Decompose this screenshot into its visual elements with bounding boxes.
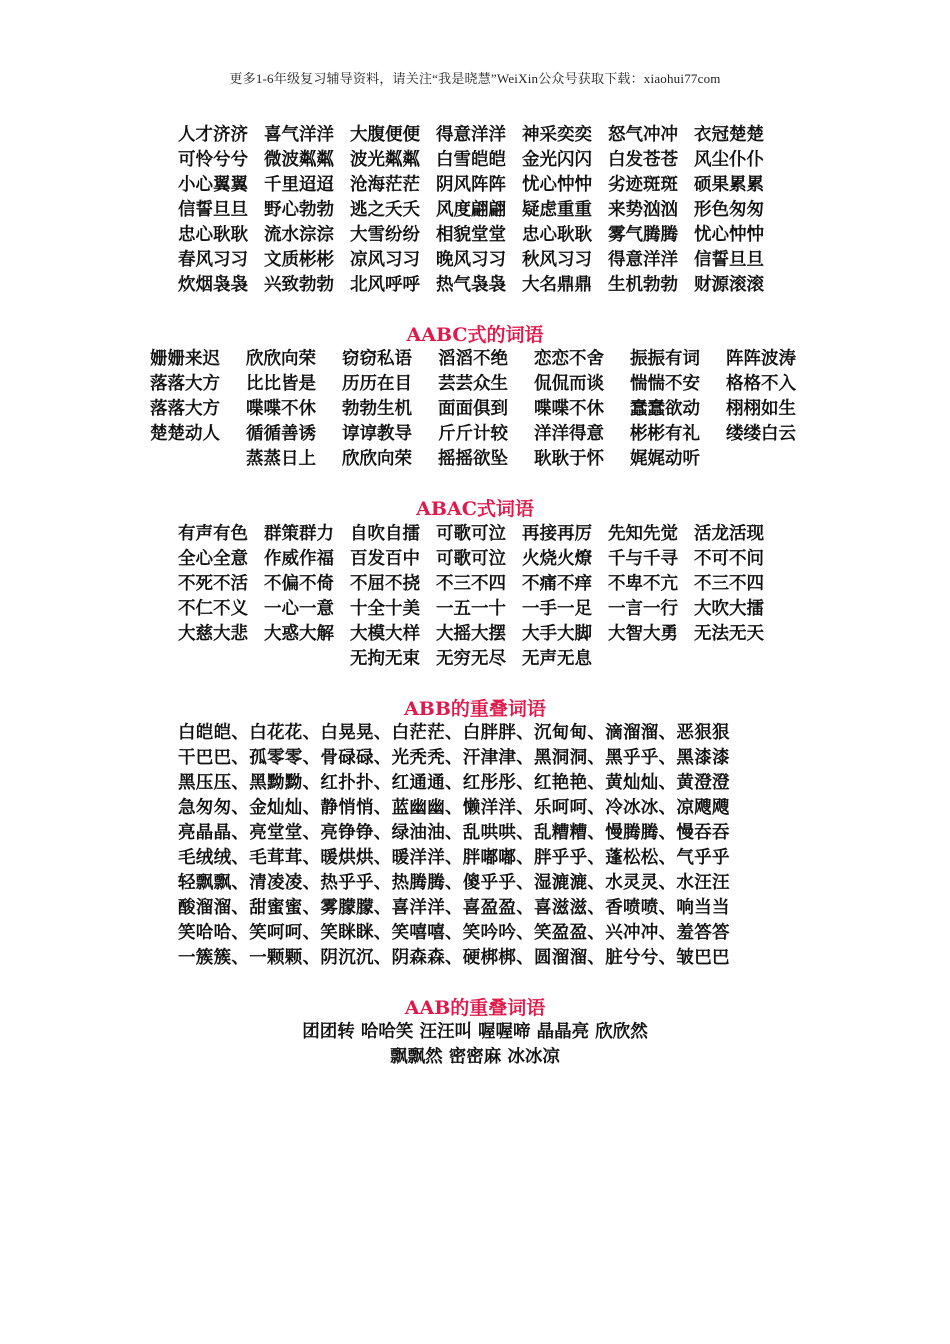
word-cell: 自吹自擂 [350, 524, 420, 544]
word-cell: 大腹便便 [350, 125, 420, 145]
word-line: 干巴巴、孤零零、骨碌碌、光秃秃、汗津津、黑洞洞、黑乎乎、黑漆漆 [178, 748, 730, 768]
word-cell: 大手大脚 [522, 624, 592, 644]
word-cell: 勃勃生机 [342, 399, 412, 419]
word-cell: 大智大勇 [608, 624, 678, 644]
word-row [0, 273, 950, 298]
word-cell: 千里迢迢 [264, 175, 334, 195]
word-cell: 不仁不义 [178, 599, 248, 619]
word-cell: 芸芸众生 [438, 374, 508, 394]
word-cell: 金光闪闪 [522, 150, 592, 170]
aabc-word-block [0, 347, 950, 472]
word-cell: 雾气腾腾 [608, 225, 678, 245]
word-cell: 不卑不亢 [608, 574, 678, 594]
word-row [0, 547, 950, 572]
word-cell: 十全十美 [350, 599, 420, 619]
word-cell: 循循善诱 [246, 424, 316, 444]
word-cell: 作威作福 [264, 549, 334, 569]
word-cell: 蠢蠢欲动 [630, 399, 700, 419]
word-cell: 一手一足 [522, 599, 592, 619]
word-cell: 一五一十 [436, 599, 506, 619]
word-cell: 历历在目 [342, 374, 412, 394]
word-cell: 白雪皑皑 [436, 150, 506, 170]
word-cell: 野心勃勃 [264, 200, 334, 220]
word-cell: 群策群力 [264, 524, 334, 544]
word-cell: 缕缕白云 [726, 424, 796, 444]
word-row [0, 148, 950, 173]
word-cell: 不屈不挠 [350, 574, 420, 594]
word-cell: 形色匆匆 [694, 200, 764, 220]
word-cell: 硕果累累 [694, 175, 764, 195]
word-line: 黑压压、黑黝黝、红扑扑、红通通、红彤彤、红艳艳、黄灿灿、黄澄澄 [178, 773, 730, 793]
word-row [0, 198, 950, 223]
word-cell: 秋风习习 [522, 250, 592, 270]
word-cell: 忠心耿耿 [522, 225, 592, 245]
word-cell: 得意洋洋 [436, 125, 506, 145]
page-header: 更多1-6年级复习辅导资料，请关注“我是晓慧”WeiXin公众号获取下载：xiaohui77com [229, 71, 721, 86]
word-cell: 无拘无束 [350, 649, 420, 669]
word-cell: 财源滚滚 [694, 275, 764, 295]
word-cell: 不痛不痒 [522, 574, 592, 594]
word-cell: 落落大方 [150, 399, 220, 419]
word-cell: 彬彬有礼 [630, 424, 700, 444]
word-row [0, 622, 950, 647]
word-cell: 喋喋不休 [534, 399, 604, 419]
word-cell: 风度翩翩 [436, 200, 506, 220]
section-title-aabc: AABC式的词语 [406, 324, 544, 346]
word-cell: 大模大样 [350, 624, 420, 644]
aab-word-block [0, 1020, 950, 1070]
word-cell: 不可不问 [694, 549, 764, 569]
word-cell: 信誓旦旦 [178, 200, 248, 220]
word-cell: 大慈大悲 [178, 624, 248, 644]
word-cell: 娓娓动听 [630, 449, 700, 469]
word-cell: 阵阵波涛 [726, 349, 796, 369]
word-cell: 微波粼粼 [264, 150, 334, 170]
word-cell: 怒气冲冲 [608, 125, 678, 145]
word-cell: 一心一意 [264, 599, 334, 619]
word-cell: 振振有词 [630, 349, 700, 369]
word-cell: 一言一行 [608, 599, 678, 619]
word-cell: 劣迹斑斑 [608, 175, 678, 195]
word-cell: 白发苍苍 [608, 150, 678, 170]
word-line: 白皑皑、白花花、白晃晃、白茫茫、白胖胖、沉甸甸、滴溜溜、恶狠狠 [178, 723, 730, 743]
word-cell: 有声有色 [178, 524, 248, 544]
word-cell: 生机勃勃 [608, 275, 678, 295]
word-cell: 热气袅袅 [436, 275, 506, 295]
word-cell: 流水淙淙 [264, 225, 334, 245]
word-cell: 衣冠楚楚 [694, 125, 764, 145]
word-row [0, 597, 950, 622]
abb-word-block [0, 721, 950, 971]
word-cell: 不三不四 [436, 574, 506, 594]
word-cell: 落落大方 [150, 374, 220, 394]
word-cell: 面面俱到 [438, 399, 508, 419]
word-line: 轻飘飘、清凌凌、热乎乎、热腾腾、傻乎乎、湿漉漉、水灵灵、水汪汪 [178, 873, 730, 893]
word-cell: 无声无息 [522, 649, 592, 669]
word-cell: 逃之夭夭 [350, 200, 420, 220]
word-cell: 活龙活现 [694, 524, 764, 544]
word-cell: 春风习习 [178, 250, 248, 270]
word-cell: 可怜兮兮 [178, 150, 248, 170]
word-row [0, 173, 950, 198]
word-cell: 小心翼翼 [178, 175, 248, 195]
word-row [0, 397, 950, 422]
word-cell: 忠心耿耿 [178, 225, 248, 245]
word-cell: 神采奕奕 [522, 125, 592, 145]
word-row [0, 572, 950, 597]
word-cell: 欣欣向荣 [342, 449, 412, 469]
word-cell: 文质彬彬 [264, 250, 334, 270]
word-row [0, 223, 950, 248]
word-cell: 人才济济 [178, 125, 248, 145]
word-cell: 喋喋不休 [246, 399, 316, 419]
word-cell: 疑虑重重 [522, 200, 592, 220]
word-cell: 比比皆是 [246, 374, 316, 394]
word-cell: 千与千寻 [608, 549, 678, 569]
word-cell: 无穷无尽 [436, 649, 506, 669]
word-line: 笑哈哈、笑呵呵、笑眯眯、笑嘻嘻、笑吟吟、笑盈盈、兴冲冲、羞答答 [178, 923, 730, 943]
word-cell: 忧心忡忡 [694, 225, 764, 245]
word-line: 团团转 哈哈笑 汪汪叫 喔喔啼 晶晶亮 欣欣然 [302, 1022, 648, 1042]
word-cell: 可歌可泣 [436, 524, 506, 544]
word-line: 急匆匆、金灿灿、静悄悄、蓝幽幽、懒洋洋、乐呵呵、冷冰冰、凉飕飕 [178, 798, 730, 818]
word-cell: 沧海茫茫 [350, 175, 420, 195]
word-line: 飘飘然 密密麻 冰冰凉 [390, 1047, 560, 1067]
word-cell: 凉风习习 [350, 250, 420, 270]
word-cell: 洋洋得意 [534, 424, 604, 444]
word-cell: 风尘仆仆 [694, 150, 764, 170]
word-cell: 不三不四 [694, 574, 764, 594]
word-line: 一簇簇、一颗颗、阴沉沉、阴森森、硬梆梆、圆溜溜、脏兮兮、皱巴巴 [178, 948, 730, 968]
word-cell: 耿耿于怀 [534, 449, 604, 469]
word-cell: 大雪纷纷 [350, 225, 420, 245]
word-cell: 惴惴不安 [630, 374, 700, 394]
word-cell: 波光粼粼 [350, 150, 420, 170]
word-cell: 侃侃而谈 [534, 374, 604, 394]
word-row [0, 123, 950, 148]
word-cell: 大惑大解 [264, 624, 334, 644]
word-cell: 不偏不倚 [264, 574, 334, 594]
word-cell: 格格不入 [726, 374, 796, 394]
word-row [0, 647, 950, 672]
word-cell: 可歌可泣 [436, 549, 506, 569]
word-line: 亮晶晶、亮堂堂、亮铮铮、绿油油、乱哄哄、乱糟糟、慢腾腾、慢吞吞 [178, 823, 730, 843]
word-cell: 摇摇欲坠 [438, 449, 508, 469]
word-cell: 北风呼呼 [350, 275, 420, 295]
word-cell: 谆谆教导 [342, 424, 412, 444]
abcc-word-block [0, 123, 950, 298]
word-cell: 兴致勃勃 [264, 275, 334, 295]
word-cell: 窃窃私语 [342, 349, 412, 369]
word-line: 酸溜溜、甜蜜蜜、雾朦朦、喜洋洋、喜盈盈、喜滋滋、香喷喷、响当当 [178, 898, 730, 918]
section-title-aab: AAB的重叠词语 [404, 997, 546, 1019]
word-cell: 先知先觉 [608, 524, 678, 544]
word-cell: 大摇大摆 [436, 624, 506, 644]
word-cell: 无法无天 [694, 624, 764, 644]
word-cell: 火烧火燎 [522, 549, 592, 569]
section-title-abac: ABAC式词语 [416, 498, 534, 520]
word-row [0, 447, 950, 472]
word-cell: 再接再厉 [522, 524, 592, 544]
word-cell: 栩栩如生 [726, 399, 796, 419]
word-cell: 恋恋不舍 [534, 349, 604, 369]
word-cell: 滔滔不绝 [438, 349, 508, 369]
word-cell: 大吹大擂 [694, 599, 764, 619]
word-cell: 来势汹汹 [608, 200, 678, 220]
word-cell: 喜气洋洋 [264, 125, 334, 145]
word-row [0, 522, 950, 547]
word-cell: 忧心忡忡 [522, 175, 592, 195]
word-line: 毛绒绒、毛茸茸、暖烘烘、暖洋洋、胖嘟嘟、胖乎乎、蓬松松、气乎乎 [178, 848, 730, 868]
word-cell: 阴风阵阵 [436, 175, 506, 195]
word-cell: 相貌堂堂 [436, 225, 506, 245]
word-cell: 百发百中 [350, 549, 420, 569]
word-row [0, 422, 950, 447]
word-row [0, 347, 950, 372]
word-cell: 晚风习习 [436, 250, 506, 270]
word-cell: 蒸蒸日上 [246, 449, 316, 469]
word-cell: 得意洋洋 [608, 250, 678, 270]
section-title-abb: ABB的重叠词语 [404, 698, 546, 720]
word-cell: 楚楚动人 [150, 424, 220, 444]
word-cell: 不死不活 [178, 574, 248, 594]
word-cell: 炊烟袅袅 [178, 275, 248, 295]
word-cell: 姗姗来迟 [150, 349, 220, 369]
word-cell: 大名鼎鼎 [522, 275, 592, 295]
word-cell: 信誓旦旦 [694, 250, 764, 270]
word-cell: 斤斤计较 [438, 424, 508, 444]
word-row [0, 248, 950, 273]
abac-word-block [0, 522, 950, 672]
word-cell: 全心全意 [178, 549, 248, 569]
word-row [0, 372, 950, 397]
word-cell: 欣欣向荣 [246, 349, 316, 369]
